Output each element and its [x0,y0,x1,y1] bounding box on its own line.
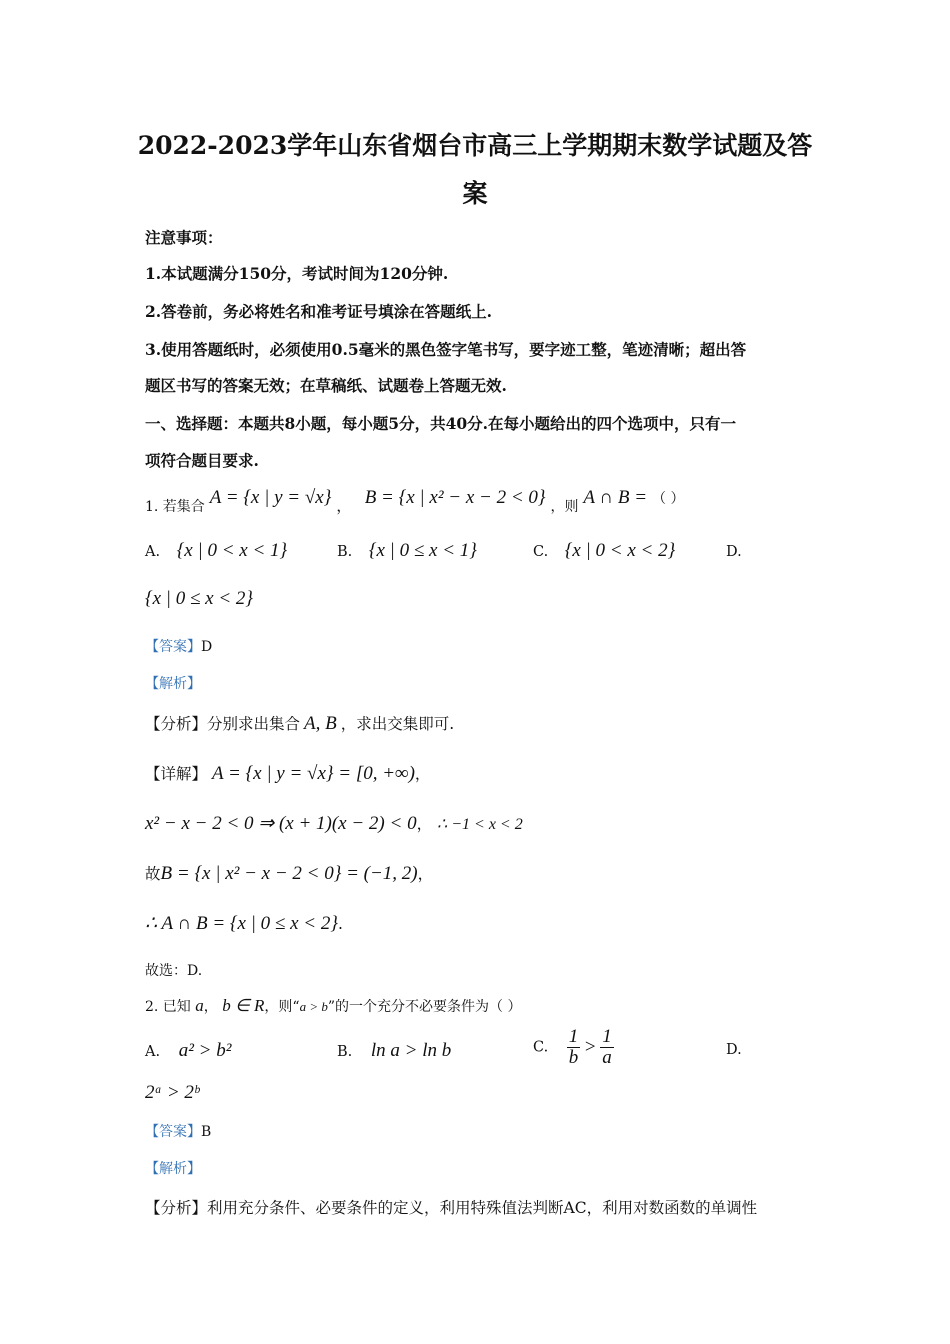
q2-answer-tag: 【答案】 [145,1124,201,1140]
question-2-answer [145,1121,211,1141]
fenxi-text-b: ，求出交集即可. [340,715,455,733]
detail-tag: 【详解】 [145,765,208,783]
q2-option-c-fraction-2 [600,1027,614,1068]
detail-expression-2b: ∴ −1 < x < 2 [437,816,523,833]
question-2-stem [145,996,521,1016]
q2-option-a-expression: a² > b² [178,1040,232,1061]
question-1-prefix: 1. 若集合 [145,499,205,515]
question-1-detail-line-1 [145,762,430,785]
question-1-fenxi [145,712,454,735]
question-1-stem [145,486,685,515]
option-c-label: C. [533,544,549,560]
question-1-detail-line-2 [145,812,523,835]
question-1-option-d [145,588,253,610]
question-2-option-b [337,1040,451,1062]
fenxi-text-a: 分别求出集合 [207,715,301,733]
section-heading: 一、选择题：本题共8小题，每小题5分，共40分.在每小题给出的四个选项中，只有一 [145,414,737,433]
question-2-var-b: b ∈ R [222,996,265,1015]
question-1-option-c [533,540,675,562]
question-1-analysis-tag: 【解析】 [145,676,201,692]
notice-heading: 注意事项： [145,228,223,247]
q2-answer-value: B [201,1124,212,1140]
question-1-then: ，则 [550,499,579,515]
option-a-label: A. [145,544,161,560]
detail-punct-1: ， [414,765,431,783]
q2-option-c-gt: > [584,1036,596,1058]
q2-fenxi-text: 利用充分条件、必要条件的定义，利用特殊值法判断AC，利用对数函数的单调性 [207,1199,758,1217]
question-1-conclusion: 故选：D. [145,963,203,979]
question-1-detail-line-3 [145,862,433,885]
detail-punct-2: ， [416,815,433,833]
fenxi-sets: A, B [304,713,337,734]
question-2-option-a [145,1040,231,1062]
q2-option-b-expression: ln a > ln b [370,1040,452,1061]
q2-option-c-fraction-1 [567,1027,581,1068]
section-heading-continued: 项符合题目要求. [145,451,259,470]
question-1-answer [145,636,212,656]
question-2-option-c [533,1027,614,1068]
question-2-var-a: a [195,996,204,1015]
detail-expression-4: ∴ A ∩ B = {x | 0 ≤ x < 2} [145,913,338,934]
question-1-paren: （ ） [652,491,685,507]
option-b-expression: {x | 0 ≤ x < 1} [368,540,477,561]
question-2-condition: a > b [299,999,328,1014]
question-1-detail-line-4 [145,912,343,935]
fraction-2-denominator: a [602,1047,612,1068]
question-1-comma: ， [336,497,352,515]
option-c-expression: {x | 0 < x < 2} [564,540,676,561]
question-2-fenxi [145,1196,757,1218]
detail-expression-3: B = {x | x² − x − 2 < 0} = (−1, 2) [160,863,418,884]
detail-punct-3: ， [417,865,434,883]
question-2-text-a: 2. 已知 [145,999,191,1015]
document-title-continued: 案 [462,179,488,208]
answer-value: D [201,639,213,655]
question-2-sep: ， [203,999,218,1015]
fraction-1-numerator: 1 [568,1026,579,1047]
q2-option-d-expression: 2ᵃ > 2ᵇ [145,1082,200,1103]
answer-tag: 【答案】 [145,639,201,655]
detail-expression-1: A = {x | y = √x} = [0, +∞) [211,763,415,784]
question-2-option-d-label: D. [726,1042,742,1058]
notice-item-1: 1.本试题满分150分，考试时间为120分钟. [145,264,449,283]
question-1-option-a [145,540,287,562]
detail-expression-2: x² − x − 2 < 0 ⇒ (x + 1)(x − 2) < 0 [145,813,417,834]
question-2-text-b: ，则“ [264,999,300,1015]
detail-punct-4: . [337,915,343,933]
q2-fenxi-tag: 【分析】 [145,1199,208,1217]
fraction-1-denominator: b [568,1047,579,1068]
question-1-option-b [337,540,477,562]
detail-prefix-3: 故 [145,865,161,883]
option-b-label: B. [337,544,353,560]
question-2-analysis-tag: 【解析】 [145,1161,201,1177]
fenxi-tag: 【分析】 [145,715,208,733]
document-title: 2022-2023学年山东省烟台市高三上学期期末数学试题及答 [137,131,813,160]
question-1-ask: A ∩ B = [583,487,648,508]
q2-option-c-label: C. [533,1039,549,1056]
question-1-set-a: A = {x | y = √x} [209,487,332,508]
notice-item-3-continued: 题区书写的答案无效；在草稿纸、试题卷上答题无效. [145,376,507,395]
question-1-set-b: B = {x | x² − x − 2 < 0} [364,487,546,508]
option-a-expression: {x | 0 < x < 1} [176,540,288,561]
notice-item-2: 2.答卷前，务必将姓名和准考证号填涂在答题纸上. [145,302,493,321]
notice-item-3: 3.使用答题纸时，必须使用0.5毫米的黑色签字笔书写，要字迹工整，笔迹清晰；超出答 [145,340,747,359]
question-2-text-c: ”的一个充分不必要条件为（ ） [327,999,522,1015]
question-1-option-d-label: D. [726,544,742,560]
option-d-expression: {x | 0 ≤ x < 2} [145,588,254,609]
fraction-2-numerator: 1 [602,1026,612,1047]
q2-option-a-label: A. [145,1044,161,1060]
question-2-option-d [145,1082,199,1104]
q2-option-b-label: B. [337,1044,353,1060]
